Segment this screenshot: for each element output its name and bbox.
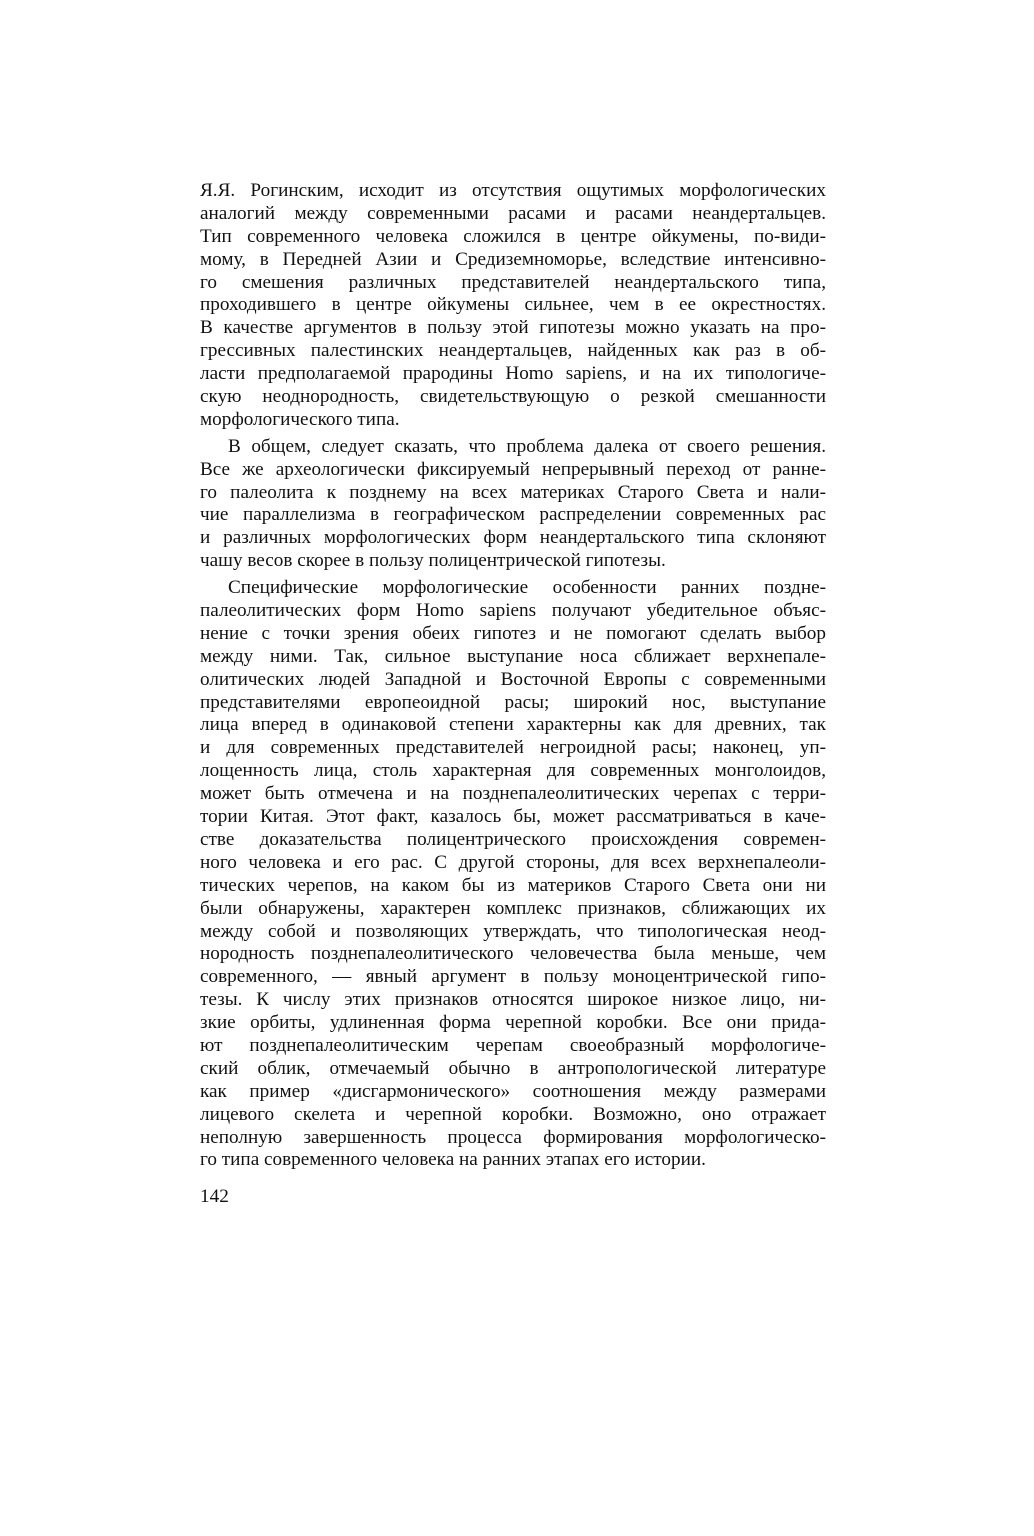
text-line: лощенность лица, столь характерная для современных монголоидов,	[200, 760, 826, 782]
text-line: зкие орбиты, удлиненная форма черепной коробки. Все они прида-	[200, 1012, 826, 1034]
text-line: между ними. Так, сильное выступание носа сближает верхнепале-	[200, 645, 826, 667]
text-line: чие параллелизма в географическом распределении современных рас	[200, 504, 826, 526]
text-line: как пример «дисгармонического» соотношения между размерами	[200, 1080, 826, 1102]
text-line: тории Китая. Этот факт, казалось бы, может рассматриваться в каче-	[200, 806, 826, 828]
text-line: го смешения различных представителей неандертальского типа,	[200, 271, 826, 293]
text-line: грессивных палестинских неандертальцев, найденных как раз в об-	[200, 340, 826, 362]
text-line: палеолитических форм Homo sapiens получают убедительное объяс-	[200, 600, 826, 622]
paragraph	[200, 436, 826, 573]
text-line: олитических людей Западной и Восточной Европы с современными	[200, 668, 826, 690]
text-line: и различных морфологических форм неандертальского типа склоняют	[200, 527, 826, 549]
text-line: тических черепов, на каком бы из материков Старого Света они ни	[200, 874, 826, 896]
text-line: нение с точки зрения обеих гипотез и не помогают сделать выбор	[200, 622, 826, 644]
text-line: между собой и позволяющих утверждать, что типологическая неод-	[200, 920, 826, 942]
text-line: мому, в Передней Азии и Средиземноморье, вследствие интенсивно-	[200, 248, 826, 270]
text-line: Тип современного человека сложился в центре ойкумены, по-види-	[200, 225, 826, 247]
text-line: ют позднепалеолитическим черепам своеобразный морфологиче-	[200, 1034, 826, 1056]
text-line: стве доказательства полицентрического происхождения современ-	[200, 828, 826, 850]
text-line: и для современных представителей негроидной расы; наконец, уп-	[200, 737, 826, 759]
text-line: Все же археологически фиксируемый непрерывный переход от ранне-	[200, 458, 826, 480]
page-number: 142	[200, 1186, 229, 1207]
text-line: тезы. К числу этих признаков относятся широкое низкое лицо, ни-	[200, 989, 826, 1011]
text-line: Специфические морфологические особенности ранних поздне-	[228, 577, 826, 599]
text-line: В качестве аргументов в пользу этой гипотезы можно указать на про-	[200, 317, 826, 339]
text-line: ский облик, отмечаемый обычно в антропологической литературе	[200, 1057, 826, 1079]
text-line: может быть отмечена и на позднепалеолитических черепах с терри-	[200, 783, 826, 805]
text-line: ного человека и его рас. С другой стороны, для всех верхнепалеоли-	[200, 851, 826, 873]
paragraph	[200, 577, 826, 1172]
text-line: морфологического типа.	[200, 408, 400, 430]
text-line: го типа современного человека на ранних этапах его истории.	[200, 1149, 706, 1171]
text-line: го палеолита к позднему на всех материках Старого Света и нали-	[200, 481, 826, 503]
text-line: лица вперед в одинаковой степени характерны как для древних, так	[200, 714, 826, 736]
text-line: неполную завершенность процесса формирования морфологическо-	[200, 1126, 826, 1148]
text-line: В общем, следует сказать, что проблема далека от своего решения.	[228, 435, 826, 457]
text-line: аналогий между современными расами и расами неандертальцев.	[200, 202, 826, 224]
text-line: современного, — явный аргумент в пользу моноцентрической гипо-	[200, 966, 826, 988]
text-line: скую неоднородность, свидетельствующую о резкой смешанности	[200, 386, 826, 408]
paragraph	[200, 180, 826, 432]
text-line: Я.Я. Рогинским, исходит из отсутствия ощутимых морфологических	[200, 180, 826, 201]
text-line: лицевого скелета и черепной коробки. Возможно, оно отражает	[200, 1103, 826, 1125]
text-line: чашу весов скорее в пользу полицентрической гипотезы.	[200, 550, 666, 572]
text-line: проходившего в центре ойкумены сильнее, чем в ее окрестностях.	[200, 294, 826, 316]
body-text	[200, 180, 826, 1172]
text-line: были обнаружены, характерен комплекс признаков, сближающих их	[200, 897, 826, 919]
text-line: нородность позднепалеолитического человечества была меньше, чем	[200, 943, 826, 965]
text-line: представителями европеоидной расы; широкий нос, выступание	[200, 691, 826, 713]
text-line: ласти предполагаемой прародины Homo sapiens, и на их типологиче-	[200, 363, 826, 385]
